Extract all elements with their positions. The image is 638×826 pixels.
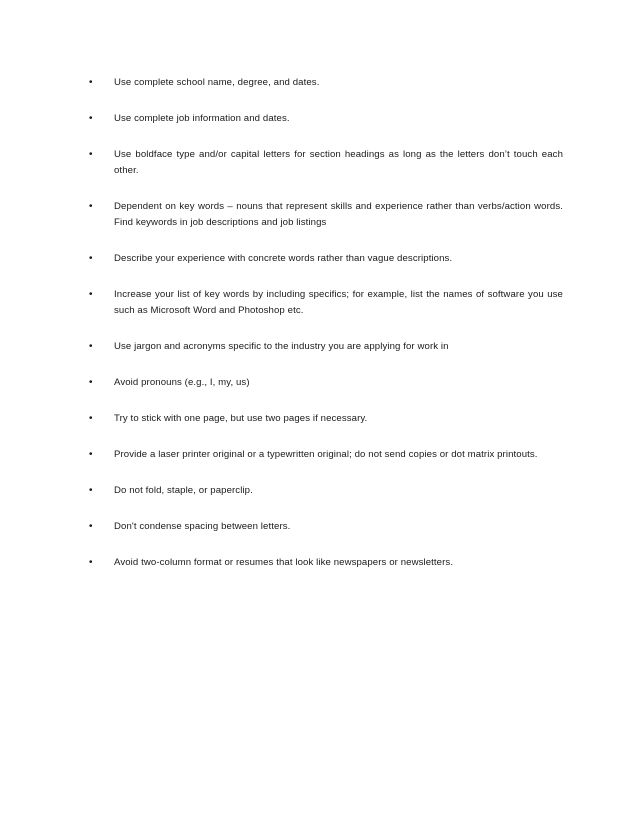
list-item-text: Use complete school name, degree, and dates. — [114, 77, 320, 88]
list-item-text: Use jargon and acronyms specific to the industry you are applying for work in — [114, 341, 449, 352]
list-item — [89, 375, 563, 391]
bullet-icon: • — [89, 201, 93, 212]
list-item — [89, 483, 563, 499]
list-item — [89, 75, 563, 91]
list-item — [89, 111, 563, 127]
list-item-text: Describe your experience with concrete words rather than vague descriptions. — [114, 253, 453, 264]
list-item — [89, 411, 563, 427]
list-item-text: Avoid two-column format or resumes that look like newspapers or newsletters. — [114, 557, 454, 568]
bullet-icon: • — [89, 77, 93, 88]
list-item — [89, 339, 563, 355]
bullet-icon: • — [89, 289, 93, 300]
list-item-text: Dependent on key words – nouns that represent skills and experience rather than verbs/action words. Find keywords in job descriptions and job listings — [114, 201, 563, 228]
bullet-icon: • — [89, 485, 93, 496]
list-item — [89, 447, 563, 463]
list-item-text: Avoid pronouns (e.g., I, my, us) — [114, 377, 250, 388]
bullet-icon: • — [89, 113, 93, 124]
list-item-text: Try to stick with one page, but use two pages if necessary. — [114, 413, 368, 424]
list-item-text: Use complete job information and dates. — [114, 113, 290, 124]
list-item-text: Increase your list of key words by including specifics; for example, list the names of software you use such as Microsoft Word and Photoshop etc. — [114, 289, 563, 316]
bullet-icon: • — [89, 413, 93, 424]
bullet-icon: • — [89, 521, 93, 532]
bullet-icon: • — [89, 149, 93, 160]
list-item-text: Use boldface type and/or capital letters for section headings as long as the letters don’t touch each other. — [114, 149, 563, 176]
bullet-icon: • — [89, 377, 93, 388]
list-item-text: Provide a laser printer original or a typewritten original; do not send copies or dot matrix printouts. — [114, 449, 538, 460]
list-item-text: Do not fold, staple, or paperclip. — [114, 485, 253, 496]
list-item — [89, 199, 563, 231]
resume-tips-list — [89, 75, 563, 591]
bullet-icon: • — [89, 253, 93, 264]
bullet-icon: • — [89, 557, 93, 568]
list-item-text: Don't condense spacing between letters. — [114, 521, 291, 532]
list-item — [89, 147, 563, 179]
list-item — [89, 251, 563, 267]
list-item — [89, 555, 563, 571]
bullet-icon: • — [89, 449, 93, 460]
list-item — [89, 519, 563, 535]
list-item — [89, 287, 563, 319]
bullet-icon: • — [89, 341, 93, 352]
